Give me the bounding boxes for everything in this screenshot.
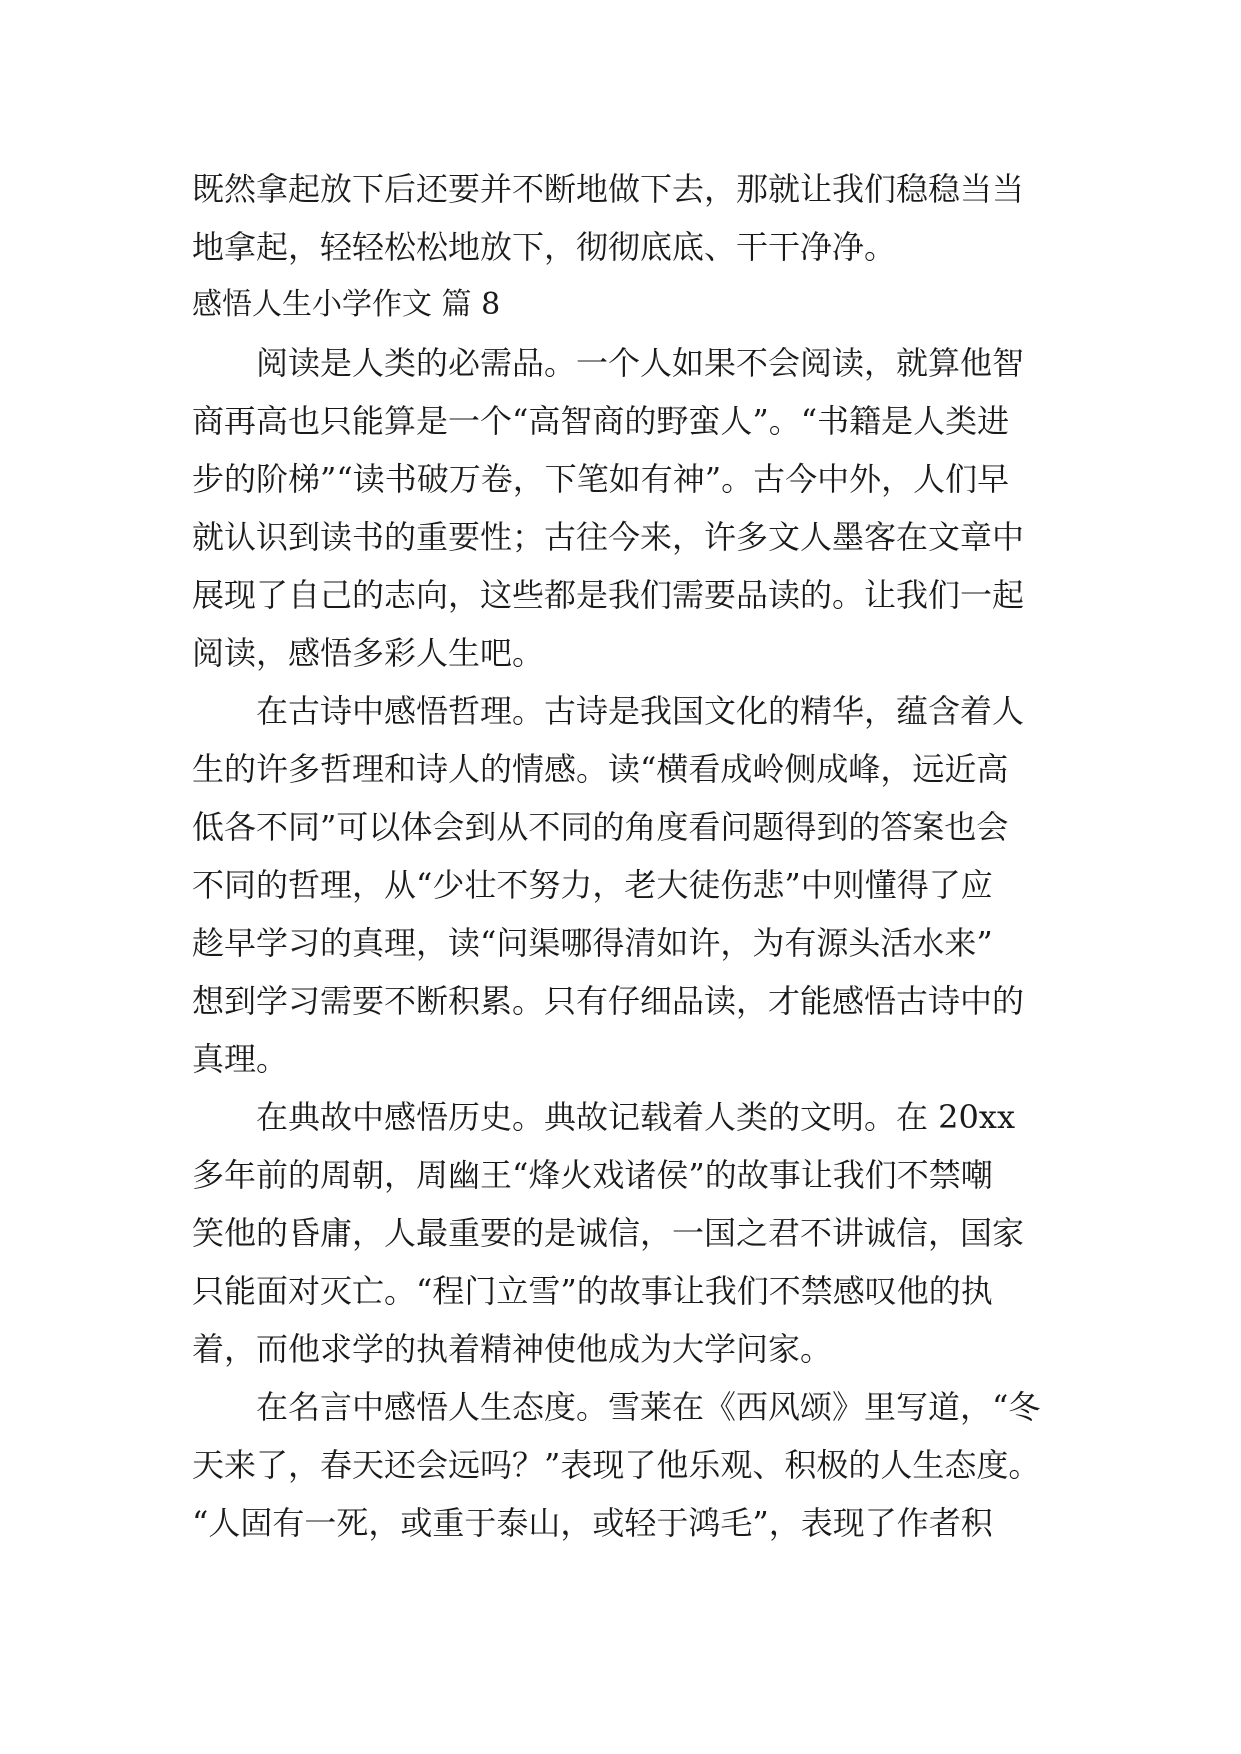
paragraph-line: 想到学习需要不断积累。只有仔细品读，才能感悟古诗中的	[192, 982, 1025, 1020]
paragraph-line: 商再高也只能算是一个“高智商的野蛮人”。“书籍是人类进	[192, 402, 1010, 440]
paragraph-line: 在名言中感悟人生态度。雪莱在《西风颂》里写道，“冬	[256, 1388, 1041, 1426]
paragraph-line: 真理。	[192, 1040, 289, 1078]
section-title: 感悟人生小学作文 篇 8	[192, 287, 501, 322]
paragraph-line: 着，而他求学的执着精神使他成为大学问家。	[192, 1330, 833, 1368]
paragraph-line: 阅读，感悟多彩人生吧。	[192, 634, 545, 672]
intro-line-1: 既然拿起放下后还要并不断地做下去，那就让我们稳稳当当	[192, 170, 1025, 208]
intro-line-2: 地拿起，轻轻松松地放下，彻彻底底、干干净净。	[192, 228, 897, 266]
paragraph-poetry	[192, 682, 1054, 1088]
paragraph-line: 生的许多哲理和诗人的情感。读“横看成岭侧成峰，远近高	[192, 750, 1009, 788]
paragraph-line: 天来了，春天还会远吗？”表现了他乐观、积极的人生态度。	[192, 1446, 1041, 1484]
paragraph-quotes	[192, 1378, 1054, 1552]
paragraph-line: 步的阶梯”“读书破万卷，下笔如有神”。古今中外，人们早	[192, 460, 1010, 498]
paragraph-line: 低各不同”可以体会到从不同的角度看问题得到的答案也会	[192, 808, 1009, 846]
document-page	[192, 160, 1054, 1552]
paragraph-allusion	[192, 1088, 1054, 1378]
paragraph-line: 在古诗中感悟哲理。古诗是我国文化的精华，蕴含着人	[256, 692, 1025, 730]
paragraph-line: 阅读是人类的必需品。一个人如果不会阅读，就算他智	[256, 344, 1025, 382]
paragraph-line: “人固有一死，或重于泰山，或轻于鸿毛”，表现了作者积	[192, 1504, 993, 1542]
paragraph-line: 只能面对灭亡。“程门立雪”的故事让我们不禁感叹他的执	[192, 1272, 993, 1310]
paragraph-line: 展现了自己的志向，这些都是我们需要品读的。让我们一起	[192, 576, 1025, 614]
paragraph-line: 多年前的周朝，周幽王“烽火戏诸侯”的故事让我们不禁嘲	[192, 1156, 993, 1194]
paragraph-reading	[192, 334, 1054, 682]
paragraph-line: 不同的哲理，从“少壮不努力，老大徒伤悲”中则懂得了应	[192, 866, 993, 904]
paragraph-line: 就认识到读书的重要性；古往今来，许多文人墨客在文章中	[192, 518, 1025, 556]
paragraph-line: 笑他的昏庸，人最重要的是诚信，一国之君不讲诚信，国家	[192, 1214, 1025, 1252]
paragraph-line: 趁早学习的真理，读“问渠哪得清如许，为有源头活水来”	[192, 924, 993, 962]
paragraph-line: 在典故中感悟历史。典故记载着人类的文明。在 20xx	[256, 1098, 1015, 1136]
